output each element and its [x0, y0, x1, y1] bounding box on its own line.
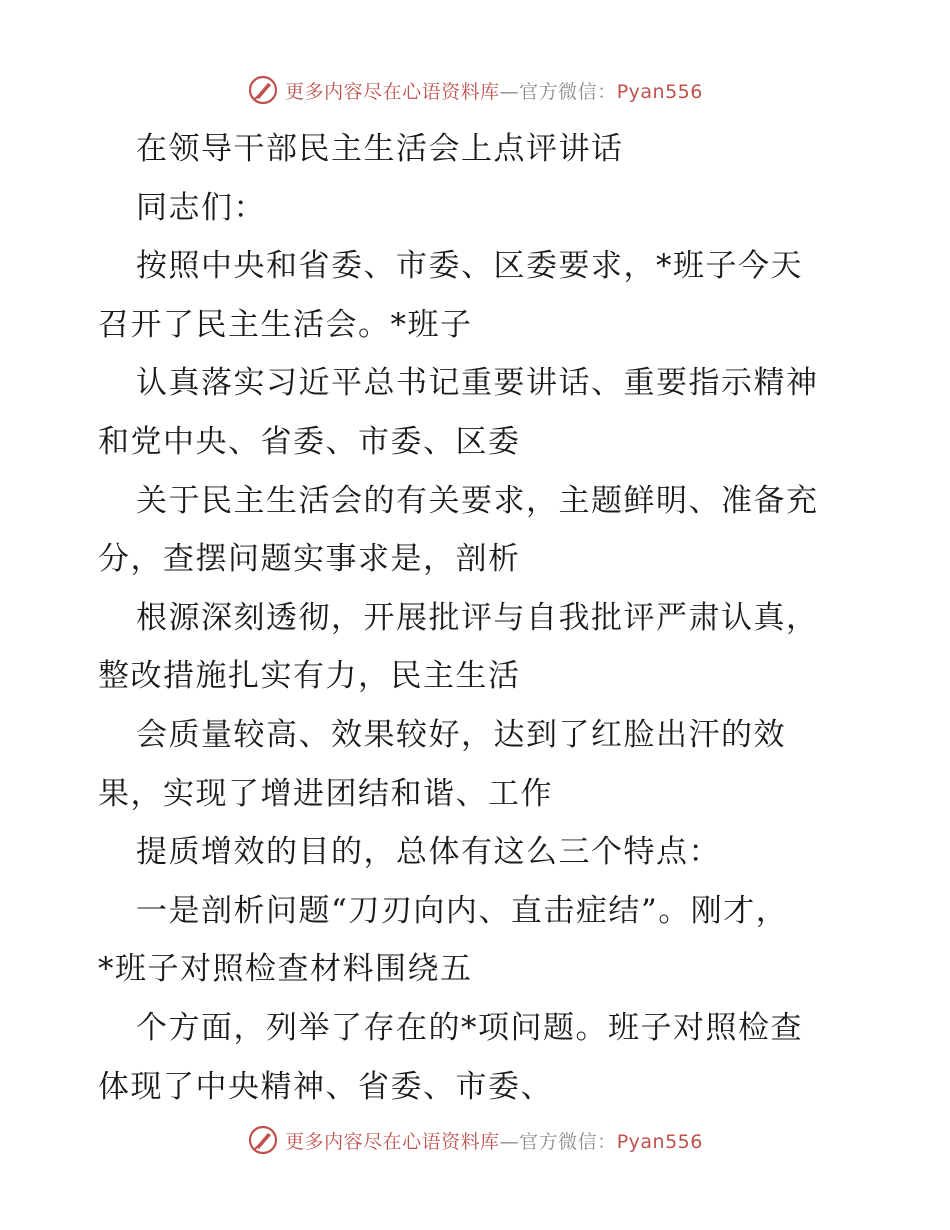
banner-wechat-label: 官方微信：	[519, 1130, 617, 1153]
banner-wechat-label: 官方微信：	[519, 80, 617, 103]
paragraph-line: 个方面，列举了存在的*项问题。班子对照检查	[136, 1009, 803, 1046]
header-watermark-banner	[0, 70, 950, 110]
banner-main-text: 更多内容尽在心语资料库	[285, 80, 500, 103]
footer-watermark-banner	[0, 1120, 950, 1160]
banner-wechat-id: Pyan556	[616, 1130, 703, 1153]
paragraph-line: *班子对照检查材料围绕五	[98, 951, 473, 988]
paragraph-line: 认真落实习近平总书记重要讲话、重要指示精神	[136, 365, 819, 402]
paragraph-line: 关于民主生活会的有关要求，主题鲜明、准备充	[136, 482, 819, 519]
document-title: 在领导干部民主生活会上点评讲话	[136, 131, 624, 167]
banner-main-text: 更多内容尽在心语资料库	[285, 1130, 500, 1153]
paragraph-line: 召开了民主生活会。*班子	[98, 306, 473, 343]
quill-logo-icon	[247, 1124, 279, 1156]
banner-separator: —	[499, 1130, 520, 1153]
salutation: 同志们：	[136, 189, 266, 226]
paragraph-line: 按照中央和省委、市委、区委要求，*班子今天	[136, 248, 803, 285]
banner-wechat-id: Pyan556	[616, 80, 703, 103]
paragraph-line: 果，实现了增进团结和谐、工作	[98, 775, 553, 812]
paragraph-line: 提质增效的目的，总体有这么三个特点：	[136, 834, 721, 871]
paragraph-line: 体现了中央精神、省委、市委、	[98, 1068, 553, 1105]
paragraph-line: 和党中央、省委、市委、区委	[98, 423, 521, 460]
paragraph-line: 分，查摆问题实事求是，剖析	[98, 541, 521, 578]
paragraph-line: 整改措施扎实有力，民主生活	[98, 658, 521, 695]
paragraph-line: 根源深刻透彻，开展批评与自我批评严肃认真，	[136, 599, 819, 636]
paragraph-line: 一是剖析问题“刀刃向内、直击症结”。刚才，	[136, 892, 789, 929]
document-body	[98, 120, 858, 1116]
paragraph-line: 会质量较高、效果较好，达到了红脸出汗的效	[136, 716, 786, 753]
banner-separator: —	[499, 80, 520, 103]
quill-logo-icon	[247, 74, 279, 106]
